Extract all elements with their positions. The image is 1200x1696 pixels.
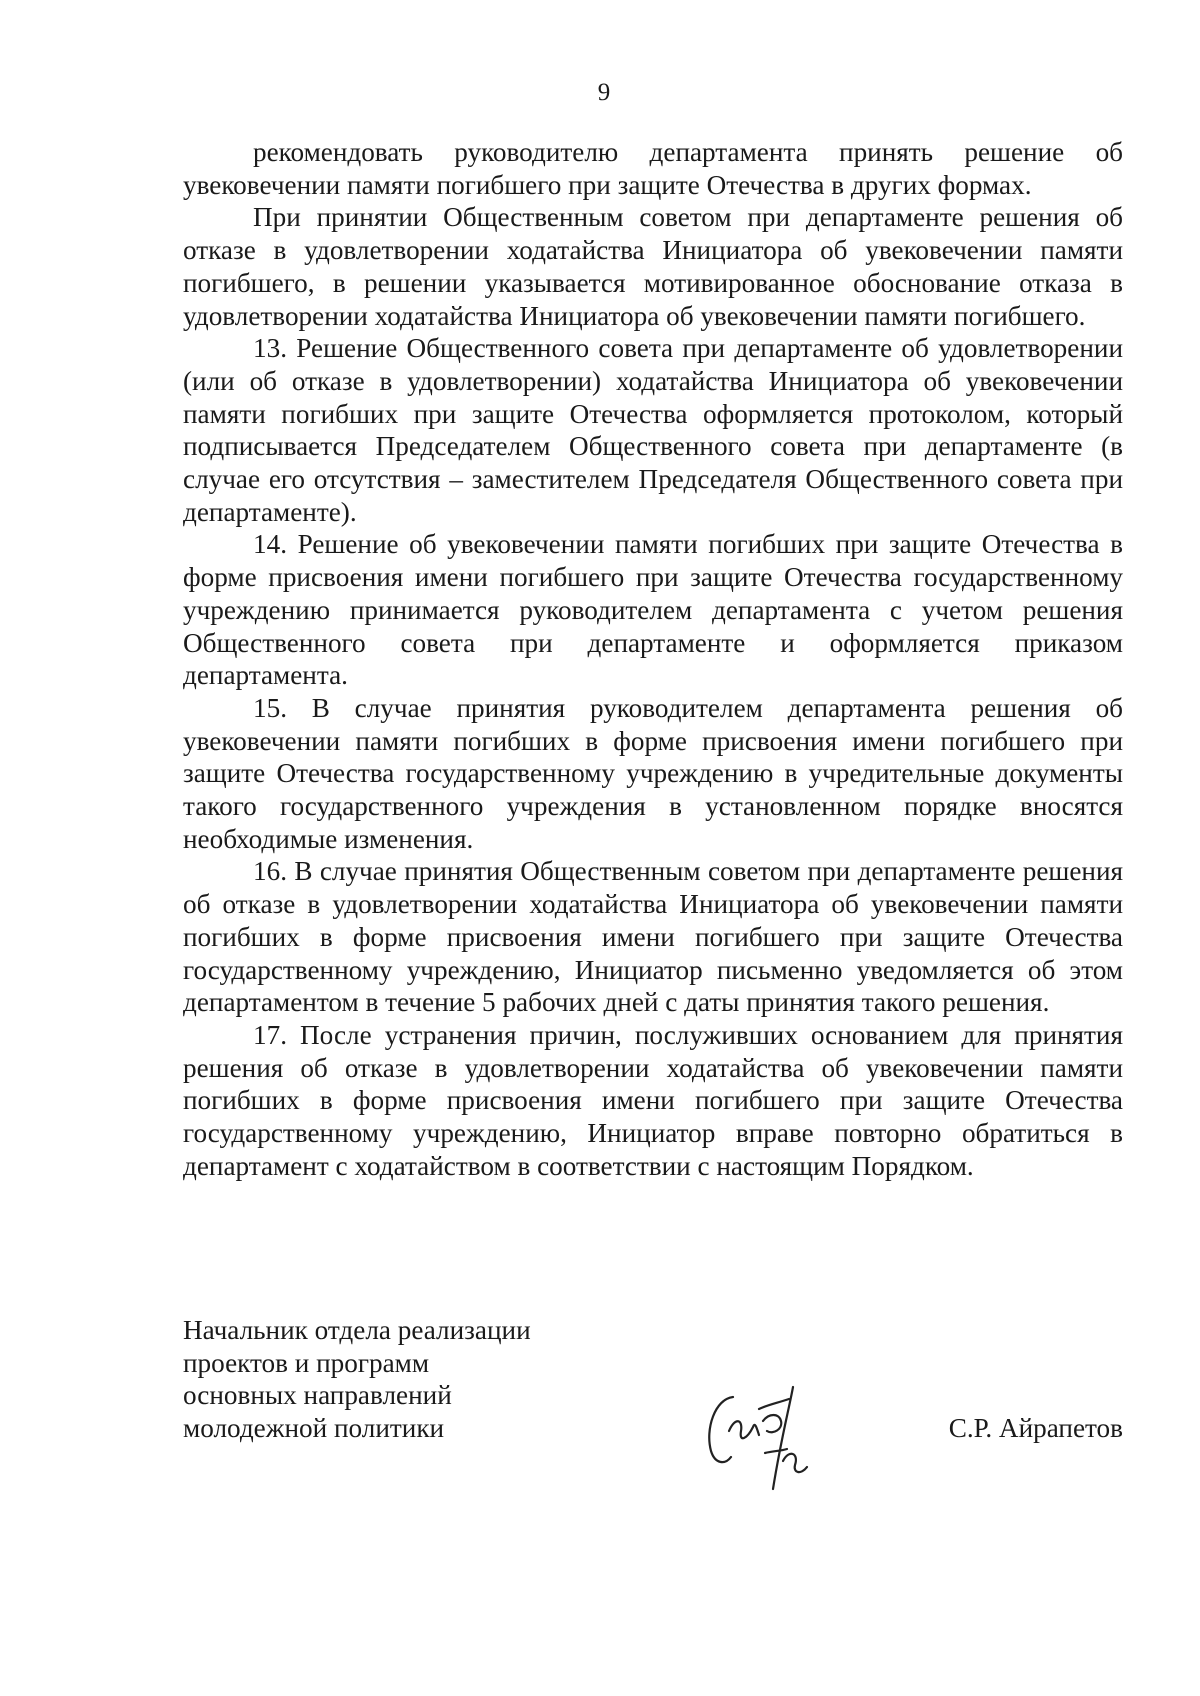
signatory-name: С.Р. Айрапетов [948,1413,1123,1443]
handwritten-signature [693,1369,823,1499]
paragraph-item-16: 16. В случае принятия Общественным советом при департаменте решения об отказе в удовлетворении ходатайства Инициатора об увековечении памяти погибших в форме присвоения имени погибшего при защите Отечества государственному учреждению, Инициатор письменно уведомляется об этом департаментом в течение 5 рабочих дней с даты принятия такого решения. [183,856,1123,1018]
paragraph-continuation: рекомендовать руководителю департамента принять решение об увековечении памяти погибшего при защите Отечества в других формах. [183,137,1123,200]
signatory-position [183,1314,603,1445]
position-line: основных направлений [183,1380,452,1411]
paragraph: При принятии Общественным советом при департаменте решения об отказе в удовлетворении ходатайства Инициатора об увековечении памяти погибшего, в решении указывается мотивированное обоснование отказа в удовлетворении ходатайства Инициатора об увековечении памяти погибшего. [183,202,1123,331]
position-line: проектов и программ [183,1347,430,1378]
document-body [183,136,1123,1183]
paragraph-item-17: 17. После устранения причин, послуживших основанием для принятия решения об отказе в удовлетворении ходатайства об увековечении памяти погибших в форме присвоения имени погибшего при защите Отечества государственному учреждению, Инициатор вправе повторно обратиться в департамент с ходатайством в соответствии с настоящим Порядком. [183,1019,1123,1181]
paragraph-item-14: 14. Решение об увековечении памяти погибших при защите Отечества в форме присвоения имени погибшего при защите Отечества государственному учреждению принимается руководителем департамента с учетом решения Общественного совета при департаменте и оформляется приказом департамента. [183,529,1123,691]
paragraph-item-15: 15. В случае принятия руководителем департамента решения об увековечении памяти погибших в форме присвоения имени погибшего при защите Отечества государственному учреждению в учредительные документы такого государственного учреждения в установленном порядке вносятся необходимые изменения. [183,692,1123,854]
paragraph-item-13: 13. Решение Общественного совета при департаменте об удовлетворении (или об отказе в удовлетворении) ходатайства Инициатора об увековечении памяти погибших при защите Отечества оформляется протоколом, который подписывается Председателем Общественного совета при департаменте (в случае его отсутствия – заместителем Председателя Общественного совета при департаменте). [183,333,1123,527]
signature-block [183,1314,1123,1474]
page-number: 9 [597,79,611,106]
position-line: молодежной политики [183,1413,445,1444]
position-line: Начальник отдела реализации [183,1315,531,1345]
